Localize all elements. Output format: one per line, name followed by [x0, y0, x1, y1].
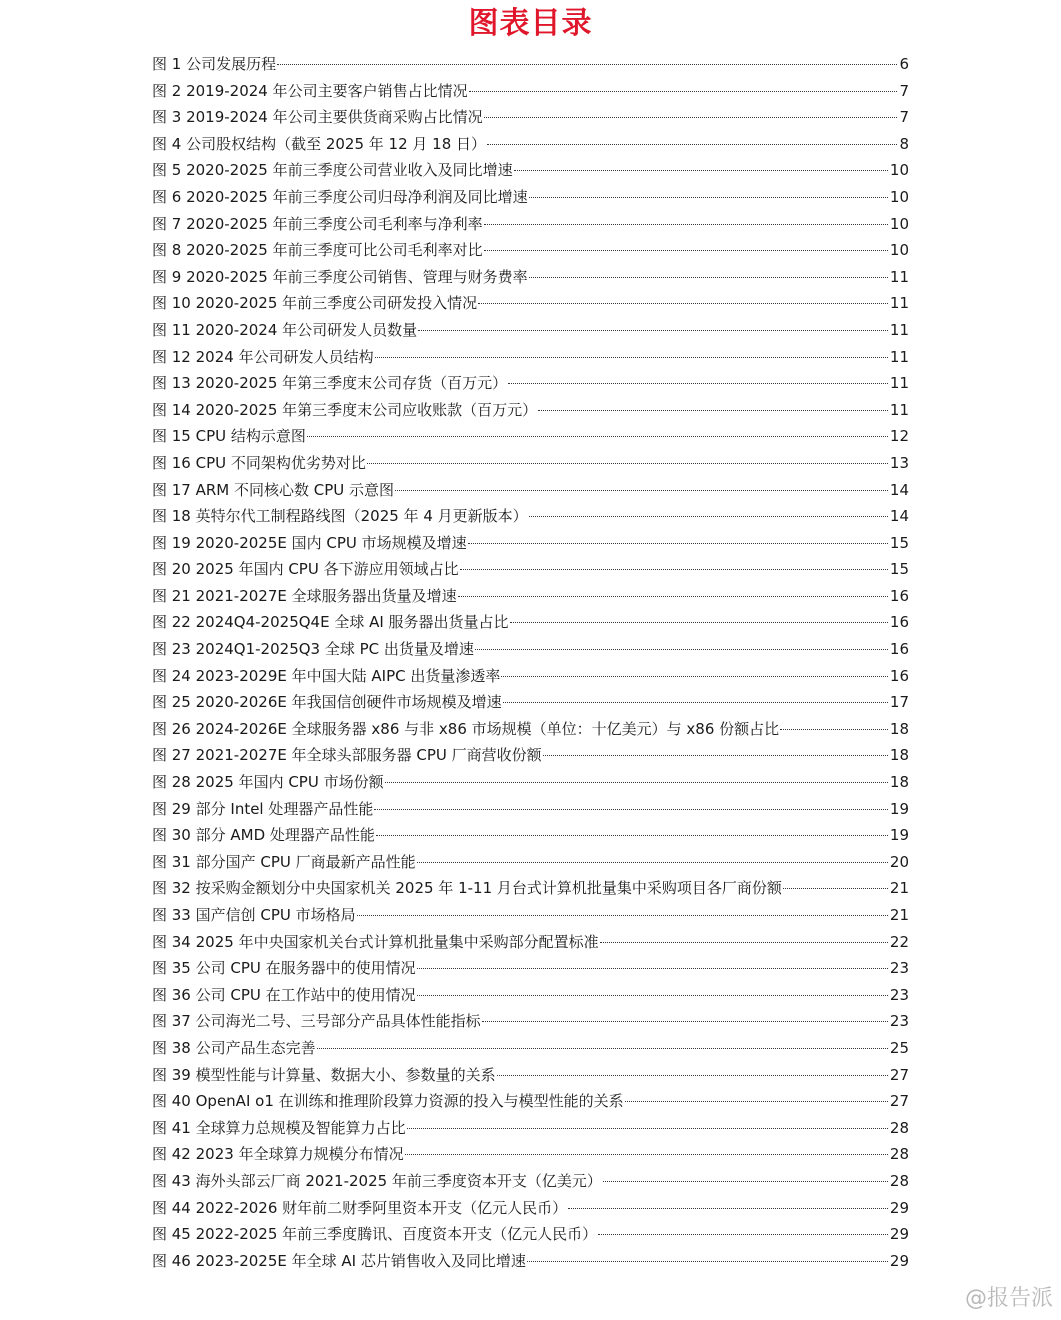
watermark: @报告派	[964, 1286, 1053, 1311]
page-title: 图表目录	[468, 6, 593, 41]
toc-dot-leader	[418, 330, 888, 331]
toc-dot-leader	[529, 277, 888, 278]
toc-entry[interactable]	[152, 1195, 909, 1222]
toc-entry-label: 图 8 2020-2025 年前三季度可比公司毛利率对比	[152, 241, 483, 260]
toc-entry-page-number: 18	[889, 746, 909, 765]
toc-dot-leader	[478, 303, 888, 304]
toc-entry-label: 图 34 2025 年中央国家机关台式计算机批量集中采购部分配置标准	[152, 932, 599, 951]
toc-entry-label: 图 35 公司 CPU 在服务器中的使用情况	[152, 959, 416, 978]
toc-entry-page-number: 11	[889, 347, 909, 366]
toc-entry[interactable]	[152, 423, 909, 450]
toc-entry-page-number: 19	[889, 799, 909, 818]
toc-dot-leader	[482, 1021, 888, 1022]
toc-entry-label: 图 40 OpenAI o1 在训练和推理阶段算力资源的投入与模型性能的关系	[152, 1092, 624, 1111]
toc-dot-leader	[385, 782, 888, 783]
toc-entry-page-number: 18	[889, 719, 909, 738]
toc-entry-label: 图 28 2025 年国内 CPU 市场份额	[152, 773, 384, 792]
toc-entry-label: 图 10 2020-2025 年前三季度公司研发投入情况	[152, 294, 478, 313]
toc-dot-leader	[417, 995, 888, 996]
toc-entry-label: 图 30 部分 AMD 处理器产品性能	[152, 826, 375, 845]
toc-dot-leader	[317, 1048, 888, 1049]
toc-entry-label: 图 44 2022-2026 财年前二财季阿里资本开支（亿元人民币）	[152, 1198, 568, 1217]
toc-entry-label: 图 14 2020-2025 年第三季度末公司应收账款（百万元）	[152, 400, 538, 419]
toc-entry-page-number: 11	[889, 294, 909, 313]
toc-entry-page-number: 28	[889, 1171, 909, 1190]
toc-entry-page-number: 22	[889, 932, 909, 951]
toc-dot-leader	[568, 1208, 888, 1209]
toc-entry[interactable]	[152, 955, 909, 982]
toc-dot-leader	[357, 915, 888, 916]
toc-entry-label: 图 36 公司 CPU 在工作站中的使用情况	[152, 985, 416, 1004]
toc-dot-leader	[460, 569, 888, 570]
toc-entry-page-number: 12	[889, 427, 909, 446]
toc-dot-leader	[783, 888, 888, 889]
toc-entry-label: 图 42 2023 年全球算力规模分布情况	[152, 1145, 404, 1164]
toc-dot-leader	[468, 543, 888, 544]
toc-entry[interactable]	[152, 530, 909, 557]
toc-entry[interactable]	[152, 716, 909, 743]
toc-entry-page-number: 23	[889, 985, 909, 1004]
toc-entry-page-number: 14	[889, 507, 909, 526]
toc-dot-leader	[475, 649, 888, 650]
toc-entry-label: 图 11 2020-2024 年公司研发人员数量	[152, 320, 418, 339]
toc-entry[interactable]	[152, 663, 909, 690]
toc-entry-page-number: 11	[889, 374, 909, 393]
toc-dot-leader	[527, 1261, 888, 1262]
toc-entry[interactable]	[152, 822, 909, 849]
toc-entry-label: 图 15 CPU 结构示意图	[152, 427, 306, 446]
toc-entry-label: 图 29 部分 Intel 处理器产品性能	[152, 799, 374, 818]
toc-entry-page-number: 6	[899, 55, 909, 73]
toc-entry-page-number: 29	[889, 1198, 909, 1217]
toc-entry-page-number: 21	[889, 906, 909, 924]
toc-entry-page-number: 29	[889, 1251, 909, 1270]
toc-dot-leader	[538, 410, 888, 411]
toc-dot-leader	[469, 91, 898, 92]
toc-entry-label: 图 17 ARM 不同核心数 CPU 示意图	[152, 480, 395, 499]
toc-entry-label: 图 32 按采购金额划分中央国家机关 2025 年 1-11 月台式计算机批量集中采购项目各厂商份额	[152, 879, 782, 898]
toc-entry-label: 图 2 2019-2024 年公司主要客户销售占比情况	[152, 81, 468, 100]
toc-dot-leader	[484, 250, 888, 251]
toc-dot-leader	[458, 596, 888, 597]
toc-entry-page-number: 7	[899, 81, 909, 100]
toc-entry[interactable]	[152, 78, 909, 105]
toc-dot-leader	[307, 436, 888, 437]
toc-entry-label: 图 22 2024Q4-2025Q4E 全球 AI 服务器出货量占比	[152, 613, 509, 632]
toc-entry-page-number: 10	[889, 241, 909, 260]
toc-entry[interactable]	[152, 237, 909, 264]
toc-entry-page-number: 13	[889, 453, 909, 472]
toc-entry[interactable]	[152, 131, 909, 158]
toc-entry-label: 图 4 公司股权结构（截至 2025 年 12 月 18 日）	[152, 134, 487, 153]
toc-entry[interactable]	[152, 157, 909, 184]
toc-entry-page-number: 11	[889, 320, 909, 339]
toc-entry[interactable]	[152, 211, 909, 238]
toc-dot-leader	[376, 835, 888, 836]
toc-entry[interactable]	[152, 849, 909, 876]
toc-dot-leader	[497, 1075, 888, 1076]
toc-entry[interactable]	[152, 1248, 909, 1275]
toc-entry[interactable]	[152, 503, 909, 530]
toc-entry-page-number: 16	[889, 666, 909, 685]
toc-entry[interactable]	[152, 556, 909, 583]
toc-dot-leader	[417, 968, 888, 969]
toc-entry-page-number: 11	[889, 267, 909, 286]
toc-entry-page-number: 23	[889, 959, 909, 978]
toc-entry-page-number: 11	[889, 400, 909, 419]
toc-entry-page-number: 16	[889, 613, 909, 632]
toc-entry[interactable]	[152, 689, 909, 716]
toc-entry-label: 图 24 2023-2029E 年中国大陆 AIPC 出货量渗透率	[152, 666, 501, 685]
toc-dot-leader	[510, 622, 888, 623]
toc-entry-page-number: 16	[889, 640, 909, 659]
toc-entry[interactable]	[152, 344, 909, 371]
figure-table-of-contents	[152, 51, 909, 1274]
toc-entry-label: 图 19 2020-2025E 国内 CPU 市场规模及增速	[152, 533, 467, 552]
toc-entry[interactable]	[152, 1115, 909, 1142]
toc-entry[interactable]	[152, 1141, 909, 1168]
toc-entry-label: 图 45 2022-2025 年前三季度腾讯、百度资本开支（亿元人民币）	[152, 1225, 598, 1244]
toc-entry[interactable]	[152, 317, 909, 344]
toc-dot-leader	[600, 942, 888, 943]
toc-entry-label: 图 23 2024Q1-2025Q3 全球 PC 出货量及增速	[152, 640, 474, 659]
toc-entry-label: 图 9 2020-2025 年前三季度公司销售、管理与财务费率	[152, 267, 528, 286]
toc-dot-leader	[529, 197, 888, 198]
toc-entry[interactable]	[152, 397, 909, 424]
toc-entry-label: 图 13 2020-2025 年第三季度末公司存货（百万元）	[152, 374, 508, 393]
toc-dot-leader	[407, 1128, 888, 1129]
toc-entry[interactable]	[152, 290, 909, 317]
toc-entry-page-number: 28	[889, 1118, 909, 1137]
toc-dot-leader	[508, 383, 888, 384]
toc-entry-page-number: 14	[889, 480, 909, 499]
toc-entry[interactable]	[152, 982, 909, 1009]
toc-entry-label: 图 41 全球算力总规模及智能算力占比	[152, 1118, 406, 1137]
toc-entry-page-number: 15	[889, 533, 909, 552]
toc-entry[interactable]	[152, 742, 909, 769]
toc-dot-leader	[277, 64, 897, 65]
toc-dot-leader	[484, 224, 888, 225]
toc-dot-leader	[395, 490, 888, 491]
toc-entry[interactable]	[152, 51, 909, 78]
toc-entry-page-number: 15	[889, 560, 909, 579]
toc-entry-label: 图 7 2020-2025 年前三季度公司毛利率与净利率	[152, 214, 483, 233]
toc-entry-label: 图 3 2019-2024 年公司主要供货商采购占比情况	[152, 108, 483, 127]
toc-entry[interactable]	[152, 1062, 909, 1089]
toc-entry-page-number: 25	[889, 1038, 909, 1057]
toc-entry-page-number: 8	[899, 134, 909, 153]
toc-entry-label: 图 43 海外头部云厂商 2021-2025 年前三季度资本开支（亿美元）	[152, 1171, 602, 1190]
toc-dot-leader	[603, 1181, 888, 1182]
toc-dot-leader	[484, 117, 898, 118]
toc-entry[interactable]	[152, 104, 909, 131]
toc-entry-label: 图 20 2025 年国内 CPU 各下游应用领域占比	[152, 560, 459, 579]
toc-entry-label: 图 5 2020-2025 年前三季度公司营业收入及同比增速	[152, 161, 513, 180]
toc-entry-page-number: 29	[889, 1225, 909, 1244]
toc-entry-label: 图 1 公司发展历程	[152, 55, 277, 73]
toc-dot-leader	[417, 862, 888, 863]
toc-entry[interactable]	[152, 1008, 909, 1035]
toc-entry[interactable]	[152, 264, 909, 291]
toc-entry-page-number: 10	[889, 161, 909, 180]
toc-entry-page-number: 18	[889, 773, 909, 792]
toc-entry[interactable]	[152, 1221, 909, 1248]
toc-entry-page-number: 19	[889, 826, 909, 845]
toc-entry[interactable]	[152, 370, 909, 397]
toc-dot-leader	[529, 516, 888, 517]
toc-dot-leader	[487, 144, 897, 145]
toc-entry-label: 图 39 模型性能与计算量、数据大小、参数量的关系	[152, 1065, 496, 1084]
toc-entry[interactable]	[152, 875, 909, 902]
toc-entry-page-number: 23	[889, 1012, 909, 1031]
toc-entry-page-number: 27	[889, 1092, 909, 1111]
toc-dot-leader	[543, 755, 888, 756]
toc-dot-leader	[625, 1101, 888, 1102]
toc-entry[interactable]	[152, 609, 909, 636]
toc-entry-label: 图 12 2024 年公司研发人员结构	[152, 347, 374, 366]
toc-entry[interactable]	[152, 1168, 909, 1195]
toc-entry-page-number: 10	[889, 187, 909, 206]
toc-entry[interactable]	[152, 636, 909, 663]
toc-entry-page-number: 28	[889, 1145, 909, 1164]
toc-entry-label: 图 21 2021-2027E 全球服务器出货量及增速	[152, 586, 457, 605]
toc-dot-leader	[514, 170, 888, 171]
toc-entry-label: 图 37 公司海光二号、三号部分产品具体性能指标	[152, 1012, 481, 1031]
toc-dot-leader	[374, 809, 888, 810]
toc-entry-label: 图 31 部分国产 CPU 厂商最新产品性能	[152, 852, 416, 871]
toc-dot-leader	[375, 357, 888, 358]
toc-entry-page-number: 17	[889, 693, 909, 712]
toc-entry[interactable]	[152, 1035, 909, 1062]
toc-entry[interactable]	[152, 1088, 909, 1115]
toc-dot-leader	[405, 1154, 888, 1155]
toc-entry-label: 图 33 国产信创 CPU 市场格局	[152, 906, 356, 924]
toc-entry[interactable]	[152, 796, 909, 823]
toc-dot-leader	[598, 1234, 888, 1235]
toc-entry-page-number: 20	[889, 852, 909, 871]
toc-entry-label: 图 18 英特尔代工制程路线图（2025 年 4 月更新版本）	[152, 507, 528, 526]
toc-entry[interactable]	[152, 477, 909, 504]
toc-entry[interactable]	[152, 450, 909, 477]
toc-entry[interactable]	[152, 184, 909, 211]
toc-dot-leader	[503, 702, 888, 703]
toc-entry-label: 图 16 CPU 不同架构优劣势对比	[152, 453, 366, 472]
toc-entry-label: 图 38 公司产品生态完善	[152, 1038, 316, 1057]
toc-entry-label: 图 46 2023-2025E 年全球 AI 芯片销售收入及同比增速	[152, 1251, 526, 1270]
toc-entry-label: 图 6 2020-2025 年前三季度公司归母净利润及同比增速	[152, 187, 528, 206]
toc-entry-label: 图 26 2024-2026E 全球服务器 x86 与非 x86 市场规模（单位：十亿美元）与 x86 份额占比	[152, 719, 780, 738]
toc-entry-page-number: 27	[889, 1065, 909, 1084]
toc-entry[interactable]	[152, 929, 909, 956]
toc-entry[interactable]	[152, 769, 909, 796]
toc-entry-page-number: 16	[889, 586, 909, 605]
toc-dot-leader	[367, 463, 888, 464]
toc-entry-label: 图 27 2021-2027E 年全球头部服务器 CPU 厂商营收份额	[152, 746, 542, 765]
toc-entry-label: 图 25 2020-2026E 年我国信创硬件市场规模及增速	[152, 693, 502, 712]
toc-entry[interactable]	[152, 902, 909, 929]
toc-dot-leader	[780, 729, 888, 730]
toc-entry[interactable]	[152, 583, 909, 610]
toc-entry-page-number: 21	[889, 879, 909, 898]
toc-dot-leader	[501, 676, 888, 677]
toc-entry-page-number: 7	[899, 108, 909, 127]
toc-entry-page-number: 10	[889, 214, 909, 233]
